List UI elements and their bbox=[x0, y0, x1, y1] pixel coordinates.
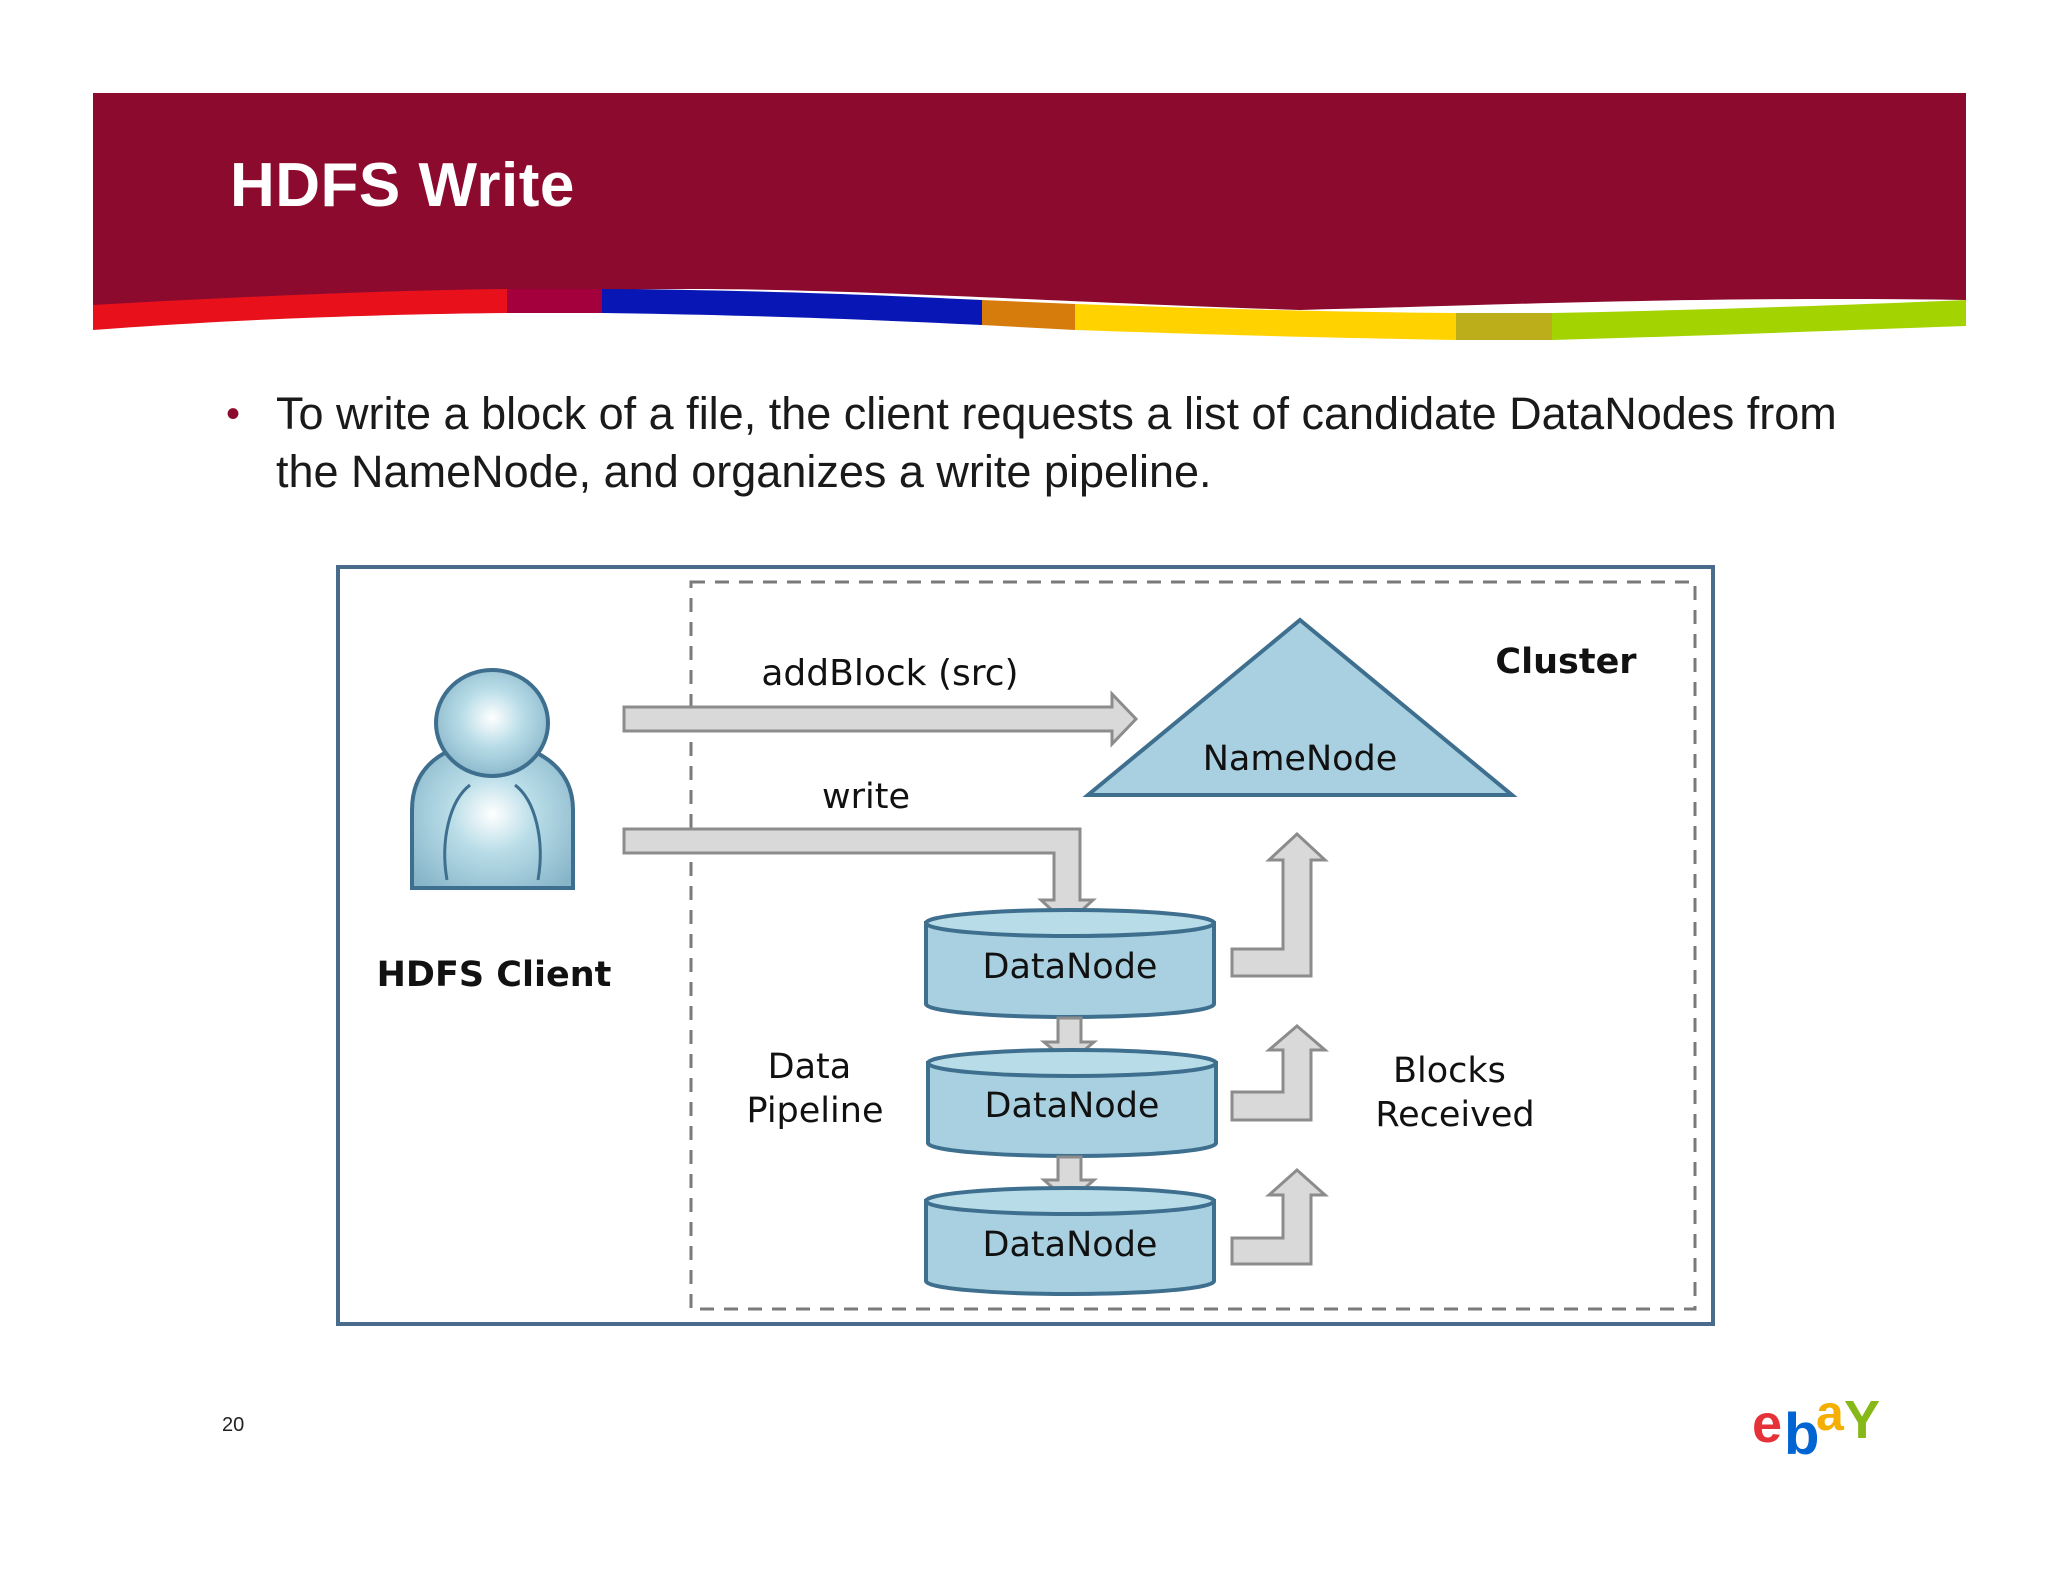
pipeline-label-line2: Pipeline bbox=[746, 1091, 884, 1131]
blocks-label-line1: Blocks bbox=[1392, 1051, 1506, 1091]
ebay-logo bbox=[1750, 1386, 1900, 1456]
datanode-2 bbox=[928, 1050, 1216, 1156]
bullet-dot-icon: • bbox=[226, 392, 241, 436]
blocks-label-line2: Received bbox=[1375, 1095, 1535, 1135]
datanode-3-label: DataNode bbox=[982, 1225, 1158, 1265]
svg-text:b: b bbox=[1784, 1402, 1820, 1456]
addblock-label: addBlock (src) bbox=[761, 653, 1019, 694]
slide-title: HDFS Write bbox=[230, 151, 575, 220]
client-label: HDFS Client bbox=[376, 955, 612, 995]
svg-text:e: e bbox=[1752, 1394, 1783, 1454]
pipeline-label-line1: Data bbox=[767, 1047, 852, 1087]
datanode-2-label: DataNode bbox=[984, 1086, 1160, 1126]
datanode-1-label: DataNode bbox=[982, 947, 1158, 987]
datanode-3 bbox=[926, 1188, 1214, 1294]
page-number: 20 bbox=[222, 1414, 245, 1436]
cluster-label: Cluster bbox=[1495, 642, 1637, 682]
write-label: write bbox=[822, 777, 910, 817]
namenode-label: NameNode bbox=[1202, 739, 1398, 779]
datanode-1 bbox=[926, 910, 1214, 1017]
bullet-text: To write a block of a file, the client requests a list of candidate DataNodes from the NameNode, and organizes a write pipeline. bbox=[276, 388, 1837, 497]
svg-text:Y: Y bbox=[1844, 1390, 1881, 1450]
svg-text:a: a bbox=[1816, 1386, 1844, 1441]
